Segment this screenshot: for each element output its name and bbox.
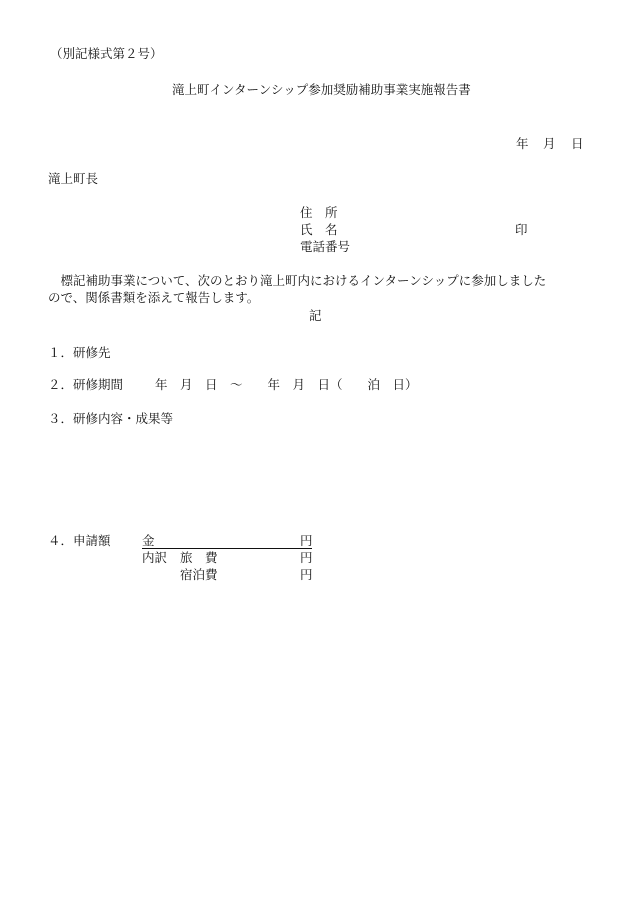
address-label: 住 所: [300, 205, 338, 220]
seal-mark: 印: [515, 222, 528, 237]
item-2-label: ２．研修期間: [48, 377, 124, 392]
name-label: 氏 名: [300, 222, 338, 237]
travel-label: 旅 費: [180, 550, 218, 565]
amount-prefix: 金: [142, 533, 155, 548]
amount-underline: [142, 548, 312, 549]
lodging-yen: 円: [300, 567, 313, 582]
item-4-label: ４．申請額: [48, 533, 111, 548]
body-line-1: 標記補助事業について、次のとおり滝上町内におけるインターンシップに参加しました: [48, 273, 547, 288]
amount-yen: 円: [300, 533, 313, 548]
lodging-label: 宿泊費: [180, 567, 218, 582]
date-year: 年: [516, 136, 529, 151]
ki-heading: 記: [309, 308, 322, 323]
phone-label: 電話番号: [300, 239, 351, 254]
body-line-2: ので、関係書類を添えて報告します。: [48, 290, 260, 305]
recipient: 滝上町長: [48, 171, 99, 186]
document-title: 滝上町インターンシップ参加奨励補助事業実施報告書: [172, 82, 471, 97]
breakdown-label: 内訳: [142, 550, 168, 565]
item-1-training-destination: １．研修先: [48, 345, 111, 360]
travel-yen: 円: [300, 550, 313, 565]
item-3-training-content: ３．研修内容・成果等: [48, 411, 174, 426]
date-month: 月: [543, 136, 556, 151]
form-number: （別記様式第２号）: [50, 46, 163, 61]
date-day: 日: [571, 136, 584, 151]
item-2-period: 年 月 日 ～ 年 月 日（ 泊 日）: [155, 377, 418, 392]
